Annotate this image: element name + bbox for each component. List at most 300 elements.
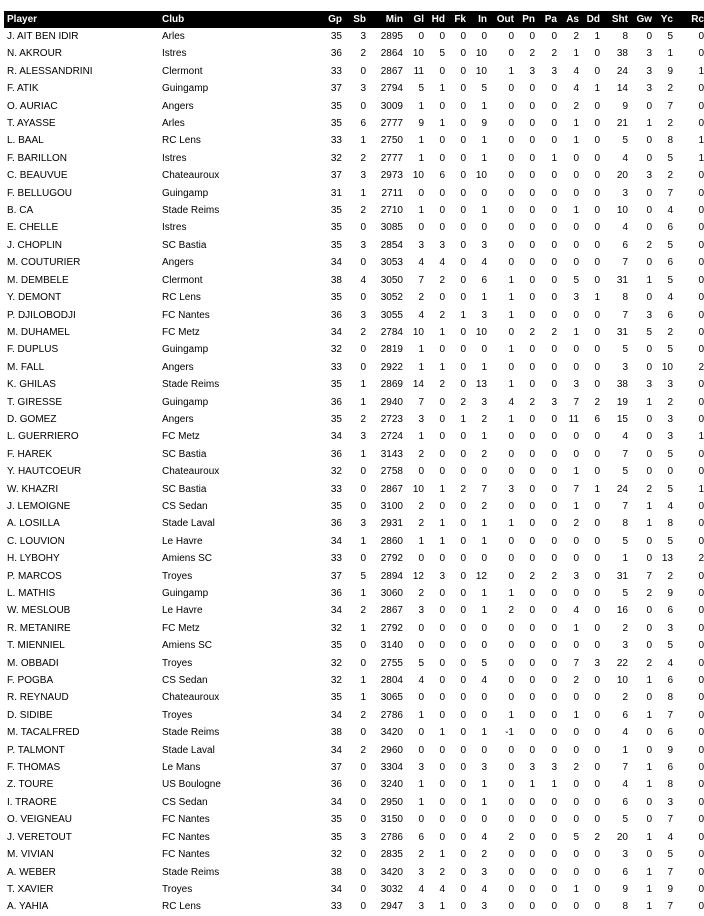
stat-cell-as: 3 — [573, 292, 579, 304]
stat-cell-pa: 2 — [551, 48, 557, 60]
stat-cell-gl: 3 — [418, 762, 424, 774]
stat-cell-sht: 3 — [622, 640, 628, 652]
stat-cell-gl: 10 — [412, 483, 424, 495]
club-cell: Guingamp — [162, 588, 209, 599]
stat-cell-sht: 5 — [622, 135, 628, 147]
stat-cell-gp: 37 — [330, 83, 342, 95]
stat-cell-gp: 36 — [330, 448, 342, 460]
stat-cell-gp: 32 — [330, 344, 342, 356]
player-name-cell: C. LOUVION — [7, 535, 65, 547]
stat-cell-gl: 3 — [418, 239, 424, 251]
stat-cell-as: 1 — [573, 326, 579, 338]
stat-cell-out: 0 — [508, 152, 514, 164]
player-name-cell: O. AURIAC — [7, 100, 58, 112]
column-header-dd: Dd — [579, 11, 600, 28]
stat-cell-gl: 1 — [418, 135, 424, 147]
stat-cell-gw: 5 — [646, 326, 652, 338]
player-name-cell: A. LOSILLA — [7, 518, 60, 530]
stat-cell-sb: 0 — [360, 779, 366, 791]
stat-cell-in: 0 — [481, 709, 487, 721]
stat-cell-gw: 1 — [646, 500, 652, 512]
stat-cell-rc: 2 — [698, 553, 704, 565]
player-name-cell: N. AKROUR — [7, 48, 63, 60]
stat-cell-gw: 3 — [646, 48, 652, 60]
stat-cell-hd: 1 — [439, 326, 445, 338]
club-cell: Angers — [162, 413, 194, 425]
table-row — [4, 585, 704, 602]
player-name-cell: M. DEMBELE — [7, 274, 69, 286]
stat-cell-sb: 1 — [360, 692, 366, 704]
stat-cell-yc: 5 — [667, 31, 673, 42]
stat-cell-in: 1 — [481, 727, 487, 739]
stat-cell-gp: 32 — [330, 466, 342, 478]
stat-cell-pn: 3 — [529, 65, 535, 77]
stat-cell-gw: 1 — [646, 779, 652, 791]
stat-cell-in: 1 — [481, 361, 487, 373]
column-header-in: In — [466, 11, 487, 28]
stat-cell-as: 4 — [573, 605, 579, 617]
stat-cell-hd: 2 — [439, 274, 445, 286]
stat-cell-in: 0 — [481, 640, 487, 652]
stat-cell-sht: 5 — [622, 344, 628, 356]
stat-cell-hd: 0 — [439, 622, 445, 634]
stat-cell-as: 4 — [573, 65, 579, 77]
club-cell: Stade Reims — [162, 379, 220, 391]
club-cell: FC Nantes — [162, 814, 210, 826]
stat-cell-hd: 2 — [439, 866, 445, 878]
stat-cell-rc: 0 — [698, 379, 704, 391]
stat-cell-gl: 10 — [412, 170, 424, 182]
stat-cell-as: 0 — [573, 692, 579, 704]
stat-cell-dd: 0 — [594, 135, 600, 147]
stat-cell-out: 0 — [508, 187, 514, 199]
stat-cell-gw: 0 — [646, 361, 652, 373]
stat-cell-fk: 0 — [460, 588, 466, 599]
stat-cell-min: 3143 — [380, 448, 403, 460]
column-header-pa: Pa — [535, 11, 557, 28]
stat-cell-gp: 34 — [330, 257, 342, 269]
stat-cell-rc: 0 — [698, 344, 704, 356]
stat-cell-pa: 3 — [551, 396, 557, 408]
stat-cell-as: 0 — [573, 257, 579, 269]
stat-cell-rc: 0 — [698, 901, 704, 913]
stat-cell-in: 2 — [481, 448, 487, 460]
club-cell: US Boulogne — [162, 779, 221, 791]
stat-cell-min: 2894 — [380, 570, 403, 582]
stat-cell-sht: 2 — [622, 692, 628, 704]
stat-cell-hd: 0 — [439, 431, 445, 443]
stat-cell-gl: 1 — [418, 535, 424, 547]
stat-cell-fk: 0 — [460, 83, 466, 95]
stat-cell-dd: 0 — [594, 448, 600, 460]
stat-cell-sht: 6 — [622, 866, 628, 878]
stat-cell-gl: 1 — [418, 344, 424, 356]
stat-cell-pa: 1 — [551, 779, 557, 791]
stat-cell-rc: 0 — [698, 692, 704, 704]
stat-cell-min: 2723 — [380, 413, 403, 425]
stat-cell-dd: 0 — [594, 570, 600, 582]
stat-cell-dd: 0 — [594, 796, 600, 808]
stat-cell-rc: 0 — [698, 326, 704, 338]
stat-cell-pa: 0 — [551, 170, 557, 182]
stat-cell-hd: 0 — [439, 292, 445, 304]
stat-cell-fk: 0 — [460, 692, 466, 704]
stat-cell-in: 4 — [481, 831, 487, 843]
stat-cell-pn: 0 — [529, 675, 535, 687]
club-cell: Le Havre — [162, 605, 203, 617]
club-cell: Arles — [162, 118, 185, 130]
stat-cell-dd: 1 — [594, 83, 600, 95]
stat-cell-gl: 0 — [418, 692, 424, 704]
stat-cell-hd: 0 — [439, 692, 445, 704]
club-cell: FC Metz — [162, 431, 200, 443]
stat-cell-min: 2869 — [380, 379, 403, 391]
stat-cell-as: 0 — [573, 727, 579, 739]
stat-cell-as: 0 — [573, 344, 579, 356]
table-row — [4, 689, 704, 706]
club-cell: FC Nantes — [162, 849, 210, 861]
stat-cell-as: 2 — [573, 100, 579, 112]
stat-cell-in: 1 — [481, 588, 487, 599]
club-cell: Istres — [162, 152, 187, 164]
stat-cell-rc: 0 — [698, 727, 704, 739]
stat-cell-yc: 1 — [667, 48, 673, 60]
stat-cell-pa: 0 — [551, 814, 557, 826]
stat-cell-dd: 0 — [594, 675, 600, 687]
stat-cell-sht: 8 — [622, 31, 628, 42]
stat-cell-pn: 0 — [529, 344, 535, 356]
stat-cell-gl: 6 — [418, 831, 424, 843]
stat-cell-min: 2755 — [380, 657, 403, 669]
stat-cell-yc: 5 — [667, 849, 673, 861]
stat-cell-gp: 35 — [330, 292, 342, 304]
table-row — [4, 202, 704, 219]
stat-cell-gp: 34 — [330, 535, 342, 547]
stat-cell-pa: 0 — [551, 239, 557, 251]
stat-cell-sb: 1 — [360, 187, 366, 199]
stat-cell-min: 2792 — [380, 622, 403, 634]
stat-cell-in: 1 — [481, 292, 487, 304]
stat-cell-min: 3060 — [380, 588, 403, 599]
stat-cell-gl: 0 — [418, 553, 424, 565]
stat-cell-rc: 0 — [698, 48, 704, 60]
stat-cell-gw: 3 — [646, 65, 652, 77]
stat-cell-hd: 1 — [439, 727, 445, 739]
stat-cell-sb: 0 — [360, 814, 366, 826]
table-row — [4, 167, 704, 184]
player-name-cell: D. GOMEZ — [7, 413, 57, 425]
stat-cell-gw: 0 — [646, 796, 652, 808]
club-cell: Angers — [162, 361, 194, 373]
stat-cell-in: 0 — [481, 622, 487, 634]
stat-cell-yc: 8 — [667, 692, 673, 704]
stat-cell-hd: 0 — [439, 396, 445, 408]
stat-cell-sht: 10 — [616, 675, 628, 687]
stat-cell-gl: 1 — [418, 205, 424, 217]
stat-cell-hd: 0 — [439, 588, 445, 599]
stat-cell-hd: 0 — [439, 744, 445, 756]
stat-cell-gw: 1 — [646, 396, 652, 408]
club-cell: FC Metz — [162, 622, 200, 634]
table-row — [4, 324, 704, 341]
stat-cell-pn: 3 — [529, 762, 535, 774]
table-row — [4, 237, 704, 254]
stat-cell-in: 4 — [481, 883, 487, 895]
stat-cell-min: 2973 — [380, 170, 403, 182]
column-header-gl: Gl — [403, 11, 424, 28]
stat-cell-min: 3032 — [380, 883, 403, 895]
stat-cell-in: 5 — [481, 83, 487, 95]
stat-cell-in: 1 — [481, 605, 487, 617]
stat-cell-pa: 0 — [551, 796, 557, 808]
table-row — [4, 776, 704, 793]
stat-cell-out: 0 — [508, 692, 514, 704]
column-header-sht: Sht — [600, 11, 628, 28]
stat-cell-fk: 0 — [460, 675, 466, 687]
stat-cell-as: 0 — [573, 640, 579, 652]
stat-cell-gp: 34 — [330, 709, 342, 721]
stat-cell-hd: 6 — [439, 170, 445, 182]
stat-cell-pa: 0 — [551, 727, 557, 739]
stat-cell-pa: 0 — [551, 100, 557, 112]
stat-cell-min: 3050 — [380, 274, 403, 286]
stat-cell-pa: 0 — [551, 709, 557, 721]
stat-cell-gp: 34 — [330, 326, 342, 338]
stat-cell-dd: 0 — [594, 222, 600, 234]
table-body — [4, 28, 704, 916]
stat-cell-min: 2922 — [380, 361, 403, 373]
stat-cell-pa: 0 — [551, 866, 557, 878]
stat-cell-sht: 3 — [622, 361, 628, 373]
player-name-cell: K. GHILAS — [7, 379, 56, 391]
stat-cell-fk: 0 — [460, 170, 466, 182]
player-name-cell: M. DUHAMEL — [7, 326, 70, 338]
player-name-cell: P. TALMONT — [7, 744, 65, 756]
player-name-cell: J. VERETOUT — [7, 831, 72, 843]
stat-cell-dd: 0 — [594, 535, 600, 547]
stat-cell-hd: 0 — [439, 448, 445, 460]
stat-cell-min: 3140 — [380, 640, 403, 652]
player-name-cell: L. BAAL — [7, 135, 44, 147]
stat-cell-pn: 0 — [529, 744, 535, 756]
stat-cell-dd: 0 — [594, 814, 600, 826]
stat-cell-yc: 4 — [667, 205, 673, 217]
table-row — [4, 394, 704, 411]
stat-cell-dd: 0 — [594, 883, 600, 895]
stat-cell-out: 0 — [508, 326, 514, 338]
stat-cell-out: 1 — [508, 379, 514, 391]
stat-cell-as: 0 — [573, 152, 579, 164]
stat-cell-hd: 1 — [439, 483, 445, 495]
stat-cell-gw: 0 — [646, 135, 652, 147]
stat-cell-dd: 0 — [594, 605, 600, 617]
stat-cell-dd: 0 — [594, 344, 600, 356]
stat-cell-min: 2724 — [380, 431, 403, 443]
stat-cell-pa: 3 — [551, 65, 557, 77]
stat-cell-min: 2867 — [380, 65, 403, 77]
stat-cell-in: 12 — [475, 570, 487, 582]
stat-cell-sht: 9 — [622, 883, 628, 895]
stat-cell-gw: 1 — [646, 901, 652, 913]
player-name-cell: H. LYBOHY — [7, 553, 60, 565]
stat-cell-min: 2854 — [380, 239, 403, 251]
stat-cell-as: 0 — [573, 361, 579, 373]
stat-cell-pa: 0 — [551, 744, 557, 756]
player-name-cell: E. CHELLE — [7, 222, 59, 234]
stat-cell-hd: 1 — [439, 518, 445, 530]
stat-cell-sb: 0 — [360, 762, 366, 774]
stat-cell-sht: 8 — [622, 292, 628, 304]
stat-cell-sb: 0 — [360, 500, 366, 512]
stat-cell-pn: 0 — [529, 379, 535, 391]
stat-cell-out: 0 — [508, 100, 514, 112]
stat-cell-dd: 0 — [594, 692, 600, 704]
stat-cell-gl: 2 — [418, 500, 424, 512]
player-name-cell: F. ATIK — [7, 83, 39, 95]
stat-cell-sb: 2 — [360, 152, 366, 164]
stat-cell-gl: 5 — [418, 83, 424, 95]
stat-cell-pn: 0 — [529, 831, 535, 843]
stat-cell-fk: 0 — [460, 118, 466, 130]
stat-cell-hd: 0 — [439, 413, 445, 425]
table-row — [4, 515, 704, 532]
stat-cell-pa: 0 — [551, 640, 557, 652]
stat-cell-gp: 35 — [330, 692, 342, 704]
stat-cell-sb: 2 — [360, 744, 366, 756]
stat-cell-dd: 0 — [594, 849, 600, 861]
stat-cell-fk: 0 — [460, 727, 466, 739]
stat-cell-rc: 0 — [698, 588, 704, 599]
stat-cell-hd: 0 — [439, 796, 445, 808]
stat-cell-gw: 0 — [646, 31, 652, 42]
stat-cell-sht: 5 — [622, 466, 628, 478]
stat-cell-fk: 0 — [460, 901, 466, 913]
stat-cell-pn: 0 — [529, 466, 535, 478]
player-name-cell: M. OBBADI — [7, 657, 59, 669]
stat-cell-in: 3 — [481, 396, 487, 408]
stat-cell-yc: 7 — [667, 709, 673, 721]
stat-cell-yc: 7 — [667, 866, 673, 878]
club-cell: FC Nantes — [162, 831, 210, 843]
stat-cell-as: 1 — [573, 466, 579, 478]
stat-cell-out: 0 — [508, 431, 514, 443]
player-name-cell: Y. HAUTCOEUR — [7, 466, 82, 478]
stat-cell-gw: 1 — [646, 866, 652, 878]
stat-cell-out: 0 — [508, 796, 514, 808]
table-row — [4, 411, 704, 428]
player-name-cell: F. DUPLUS — [7, 344, 59, 356]
stat-cell-gp: 35 — [330, 100, 342, 112]
stat-cell-sb: 0 — [360, 344, 366, 356]
stat-cell-gl: 0 — [418, 814, 424, 826]
stat-cell-as: 7 — [573, 396, 579, 408]
stat-cell-fk: 0 — [460, 379, 466, 391]
stat-cell-gp: 32 — [330, 657, 342, 669]
club-cell: CS Sedan — [162, 675, 208, 687]
stat-cell-min: 2786 — [380, 709, 403, 721]
stat-cell-gp: 34 — [330, 605, 342, 617]
player-stats-table — [4, 11, 704, 916]
stat-cell-pn: 0 — [529, 518, 535, 530]
stat-cell-gp: 35 — [330, 640, 342, 652]
stat-cell-sb: 1 — [360, 396, 366, 408]
column-header-gw: Gw — [628, 11, 652, 28]
stat-cell-gl: 0 — [418, 622, 424, 634]
stat-cell-dd: 0 — [594, 431, 600, 443]
player-name-cell: L. MATHIS — [7, 588, 56, 599]
stat-cell-min: 3240 — [380, 779, 403, 791]
stat-cell-fk: 2 — [460, 483, 466, 495]
stat-cell-pa: 0 — [551, 622, 557, 634]
stat-cell-sb: 2 — [360, 413, 366, 425]
stat-cell-pn: 0 — [529, 100, 535, 112]
stat-cell-dd: 0 — [594, 239, 600, 251]
stat-cell-sb: 0 — [360, 361, 366, 373]
stat-cell-yc: 5 — [667, 483, 673, 495]
stat-cell-gl: 1 — [418, 431, 424, 443]
stat-cell-yc: 7 — [667, 901, 673, 913]
stat-cell-hd: 0 — [439, 831, 445, 843]
stat-cell-gl: 0 — [418, 187, 424, 199]
stat-cell-min: 3009 — [380, 100, 403, 112]
stat-cell-out: 0 — [508, 31, 514, 42]
player-name-cell: J. AIT BEN IDIR — [7, 31, 79, 42]
table-row — [4, 794, 704, 811]
stat-cell-gw: 3 — [646, 309, 652, 321]
table-row — [4, 811, 704, 828]
stat-cell-sht: 3 — [622, 187, 628, 199]
table-row — [4, 498, 704, 515]
stat-cell-in: 2 — [481, 413, 487, 425]
stat-cell-as: 1 — [573, 205, 579, 217]
stat-cell-fk: 0 — [460, 570, 466, 582]
stat-cell-as: 7 — [573, 657, 579, 669]
stat-cell-sht: 6 — [622, 796, 628, 808]
stat-cell-pa: 0 — [551, 675, 557, 687]
stat-cell-out: 0 — [508, 448, 514, 460]
stat-cell-fk: 0 — [460, 553, 466, 565]
club-cell: Istres — [162, 48, 187, 60]
stat-cell-rc: 0 — [698, 640, 704, 652]
stat-cell-pa: 0 — [551, 466, 557, 478]
stat-cell-gl: 3 — [418, 605, 424, 617]
stat-cell-hd: 4 — [439, 883, 445, 895]
stat-cell-gl: 0 — [418, 466, 424, 478]
stat-cell-out: 1 — [508, 588, 514, 599]
stat-cell-yc: 9 — [667, 65, 673, 77]
stat-cell-hd: 0 — [439, 500, 445, 512]
stat-cell-pn: 0 — [529, 205, 535, 217]
stat-cell-gl: 10 — [412, 48, 424, 60]
table-row — [4, 289, 704, 306]
stat-cell-yc: 5 — [667, 535, 673, 547]
stat-cell-out: 0 — [508, 570, 514, 582]
stat-cell-yc: 4 — [667, 657, 673, 669]
stat-cell-gp: 34 — [330, 431, 342, 443]
stat-cell-yc: 6 — [667, 222, 673, 234]
stat-cell-fk: 0 — [460, 796, 466, 808]
stat-cell-sb: 1 — [360, 135, 366, 147]
stat-cell-rc: 0 — [698, 100, 704, 112]
club-cell: SC Bastia — [162, 448, 207, 460]
stat-cell-min: 2867 — [380, 483, 403, 495]
stat-cell-dd: 0 — [594, 309, 600, 321]
stat-cell-min: 2931 — [380, 518, 403, 530]
player-name-cell: R. ALESSANDRINI — [7, 65, 93, 77]
stat-cell-gl: 0 — [418, 744, 424, 756]
stat-cell-gl: 2 — [418, 292, 424, 304]
stat-cell-gl: 0 — [418, 222, 424, 234]
